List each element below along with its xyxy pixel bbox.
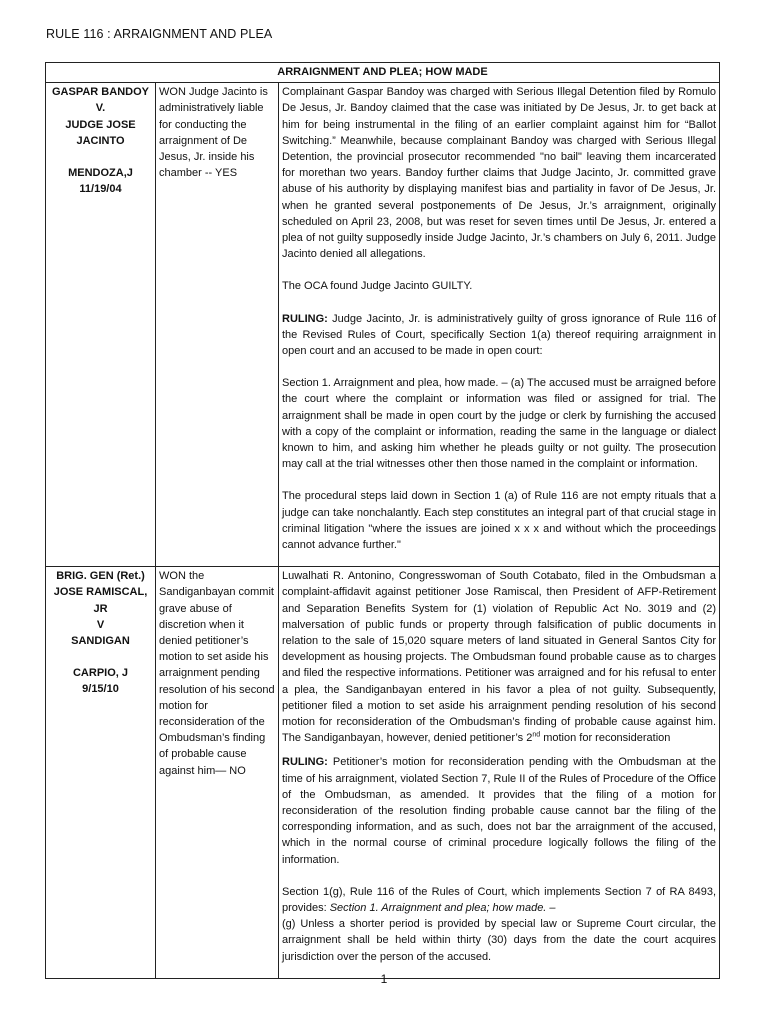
- ruling-paragraph: [282, 754, 716, 867]
- facts-text-end: motion for reconsideration: [540, 732, 671, 745]
- case-title-line: GASPAR BANDOY: [52, 86, 149, 99]
- section-intro-text: Section 1(g), Rule 116 of the Rules of Court, which implements Section 7 of RA 8493, provides:: [282, 885, 717, 915]
- procedural-paragraph: The procedural steps laid down in Section 1 (a) of Rule 116 are not empty rituals that a judge can take nonchalantly. Each step constitutes an integral part of that crucial stage in criminal litigation "where the issues are joined x x x and without which the proceedings cannot advance further.": [282, 490, 717, 552]
- case-title-line: BRIG. GEN (Ret.): [56, 570, 145, 583]
- facts-text: Luwalhati R. Antonino, Congresswoman of South Cotabato, filed in the Ombudsman a complaint-affidavit against petitioner Jose Ramiscal, then President of AFP-Retirement and Separation Benefits System for (1) violation of Republic Act No. 3019 and (2) malversation of public funds or property through falsification of public documents in relation to the sale of 15,020 square meters of land situated in General Santos City for development as housing projects. The Ombudsman found probable cause as to charges and filed the respective informations. Petitioner was arraigned and for his refusal to enter a plea, the Sandiganbayan entered in his favor a plea of not guilty. Subsequently, petitioner filed a motion to set aside his arraignment pending resolution of his second motion for reconsideration of the Ombudsman’s finding of probable cause against him. The Sandiganbayan, however, denied petitioner’s 2: [282, 570, 717, 745]
- section-g-text: (g) Unless a shorter period is provided by special law or Supreme Court circular, the arraignment shall be held within thirty (30) days from the date the court acquires jurisdiction over the person of the accused.: [282, 918, 717, 963]
- ruling-text: Judge Jacinto, Jr. is administratively guilty of gross ignorance of Rule 116 of the Revised Rules of Court, specifically Section 1(a) thereof requiring arraignment in open court and an accused to be made in open court:: [282, 312, 717, 358]
- case-title-line: V.: [95, 102, 106, 115]
- case-title-line: JUDGE JOSE: [65, 118, 136, 131]
- case-title-line: JACINTO: [76, 134, 125, 147]
- case-date: 11/19/04: [79, 183, 122, 196]
- section-quote: Section 1. Arraignment and plea, how made. – (a) The accused must be arraigned before the court where the complaint or information was filed or assigned for trial. The arraignment shall be made in open court by the judge or clerk by furnishing the accused with a copy of the complaint or information, reading the same in the language or dialect known to him, and asking him whether he pleads guilty or not guilty. The prosecution may call at the trial witnesses other then those named in the complaint or information.: [282, 377, 717, 471]
- issue-cell: WON Judge Jacinto is administratively liable for conducting the arraignment of De Jesus, Jr. inside his chamber -- YES: [156, 83, 279, 567]
- section-intro: [282, 884, 716, 916]
- facts-paragraph: Complainant Gaspar Bandoy was charged with Serious Illegal Detention filed by Romulo De Jesus, Jr. Bandoy claimed that the case was initiated by De Jesus, Jr. to get back at him for being instrumental in the filing of an earlier complaint against him for “Ballot Switching.” Meanwhile, because complainant Bandoy was charged with Serious Illegal Detention, the provincial prosecutor recommended "no bail" leaving them incarcerated for morethan two years. Bandoy further claims that Judge Jacinto, Jr. committed grave abuse of his authority by displaying manifest bias and partiality in favor of De Jesus, Jr. when he granted several postponements of De Jesus, Jr.’s arraignment, originally scheduled on April 23, 2008, but was reset for seven times until De Jesus, Jr. entered a plea of not guilty supposedly inside Judge Jacinto, Jr.’s chambers on July 6, 2011. Judge Jacinto denied all allegations.: [282, 86, 717, 261]
- case-digest-table: [45, 62, 720, 979]
- case-ponente: CARPIO, J: [72, 667, 128, 680]
- page-number: 1: [380, 972, 388, 986]
- case-title-line: JOSE RAMISCAL,: [53, 586, 148, 599]
- table-row: [46, 83, 720, 567]
- document-title: RULE 116 : ARRAIGNMENT AND PLEA: [46, 27, 273, 41]
- ruling-label: RULING:: [282, 756, 328, 769]
- ruling-label: RULING:: [282, 312, 328, 325]
- oca-finding: The OCA found Judge Jacinto GUILTY.: [282, 280, 473, 293]
- case-title-line: JR: [93, 602, 108, 615]
- case-date: 9/15/10: [82, 683, 119, 696]
- facts-ruling-cell: [279, 83, 720, 567]
- facts-ruling-cell: [279, 567, 720, 979]
- case-title-line: V: [96, 618, 105, 631]
- table-header: ARRAIGNMENT AND PLEA; HOW MADE: [46, 63, 720, 83]
- ordinal-suffix: nd: [532, 731, 541, 739]
- ruling-text: Petitioner’s motion for reconsideration pending with the Ombudsman at the time of his arraignment, violated Section 7, Rule II of the Rules of Procedure of the Office of the Ombudsman, as amended. It provides that the filing of a motion for reconsideration of the resolution finding probable cause cannot bar the filing of the corresponding information, and as such, does not bar the arraignment of the accused, which in the normal course of criminal procedure logically follows the filing of the information.: [282, 756, 717, 866]
- facts-paragraph: [282, 568, 716, 746]
- table-header-row: [46, 63, 720, 83]
- case-ponente: MENDOZA,J: [68, 167, 133, 180]
- table-row: [46, 567, 720, 979]
- issue-cell: WON the Sandiganbayan commit grave abuse of discretion when it denied petitioner’s motion to set aside his arraignment pending resolution of his second motion for reconsideration of the Ombudsman’s finding of probable cause against him— NO: [156, 567, 279, 979]
- case-title-cell: [46, 83, 156, 567]
- case-title-cell: [46, 567, 156, 979]
- case-title-line: SANDIGAN: [71, 635, 130, 648]
- ruling-paragraph: [282, 311, 716, 360]
- section-heading: Section 1. Arraignment and plea; how made. –: [329, 902, 556, 915]
